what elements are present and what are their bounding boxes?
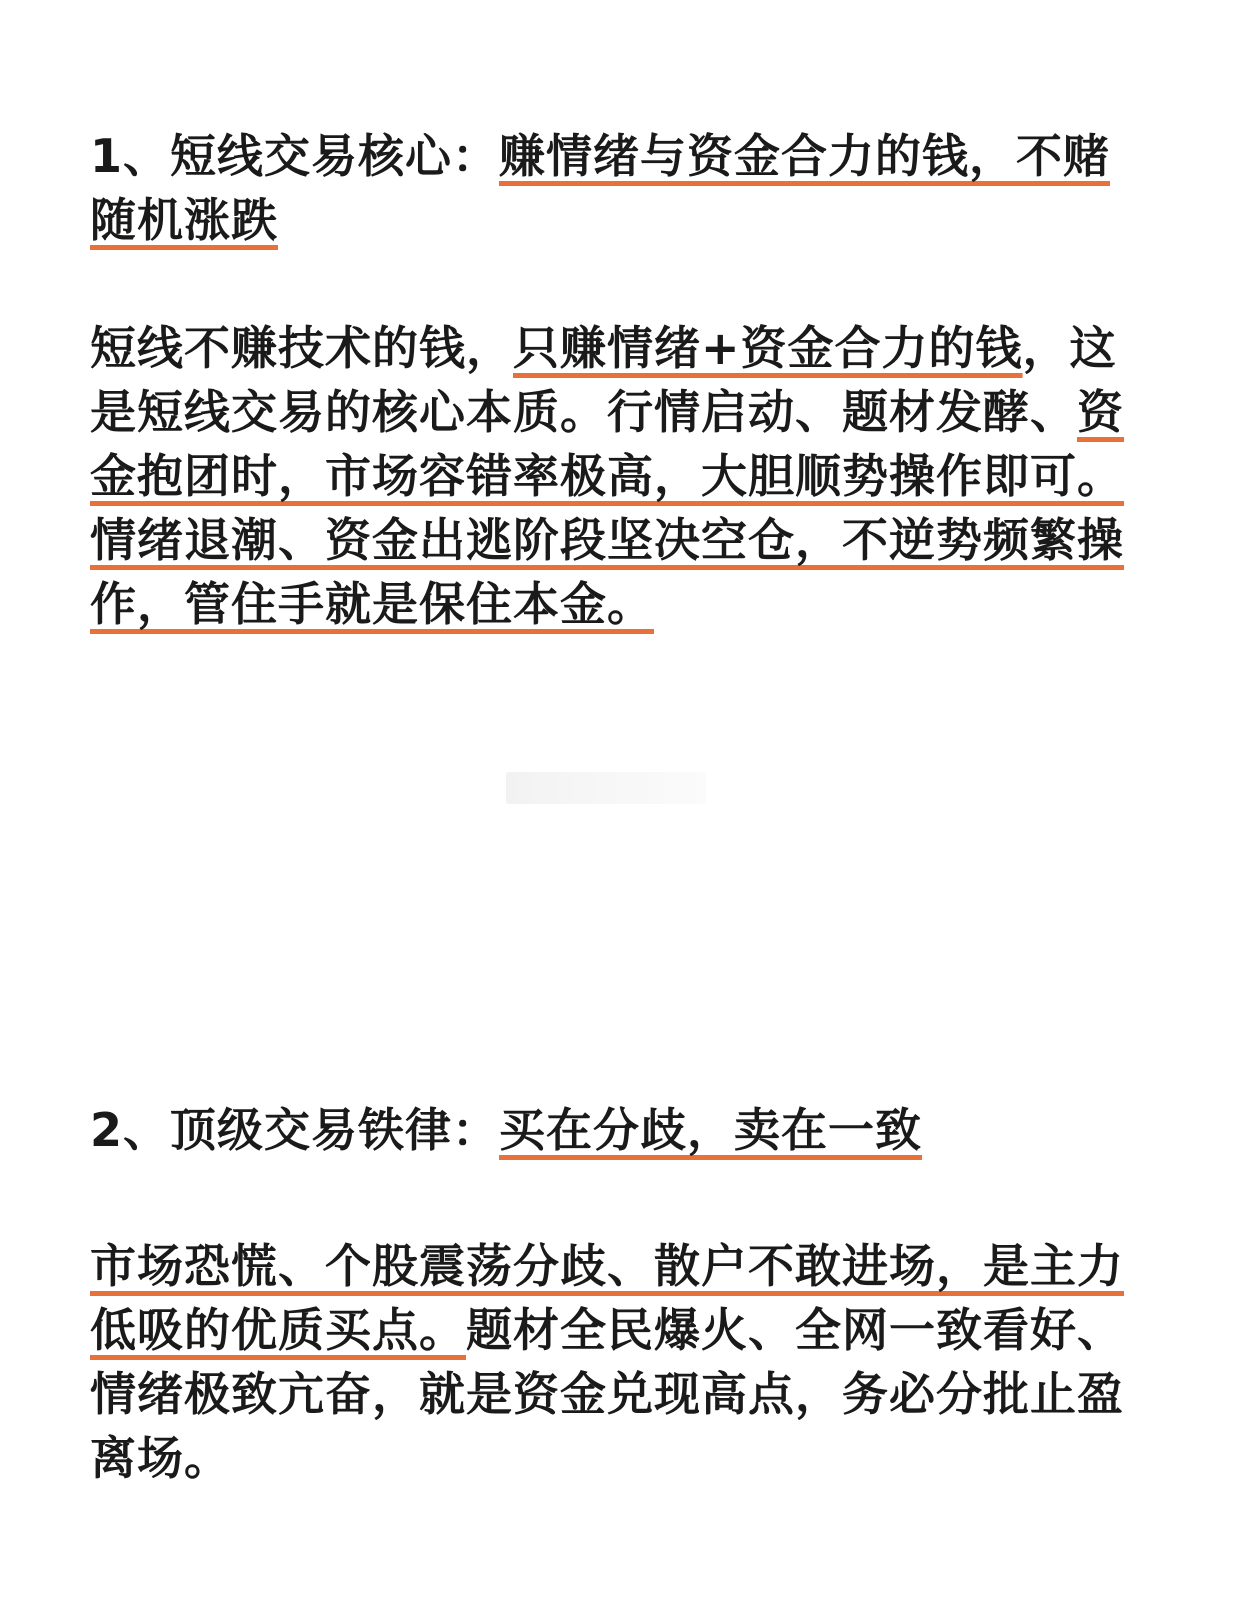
image-placeholder	[506, 772, 706, 804]
section1-text-a: 短线不赚技术的钱，	[90, 321, 513, 375]
section2-highlight-1: 市场恐慌、个股震荡分歧、散户不敢进场，是主力低吸的优质买点。	[90, 1239, 1124, 1357]
section1-heading	[90, 124, 1150, 252]
section1-heading-highlight: 赚情绪与资金合力的钱，不赌随机涨跌	[90, 129, 1111, 247]
section1-text-b: ，这是短线交易的核心本质。行情启动、题材发酵、	[90, 321, 1117, 439]
section2-paragraph	[90, 1234, 1150, 1490]
section2-text-b: 题材全民爆火、全网一致看好、情绪极致亢奋，就是资金兑现高点，务必分批止盈离场。	[90, 1303, 1124, 1485]
section2-heading	[90, 1098, 1150, 1162]
section1-highlight-1: 只赚情绪+资金合力的钱	[513, 321, 1023, 375]
section2-heading-prefix: 2、顶级交易铁律：	[90, 1103, 500, 1157]
section1-highlight-2: 资金抱团时，市场容错率极高，大胆顺势操作即可。情绪退潮、资金出逃阶段坚决空仓，不逆势频繁操作，管住手就是保住本金。	[90, 385, 1124, 631]
section1-heading-prefix: 1、短线交易核心：	[90, 129, 500, 183]
section1-paragraph	[90, 316, 1150, 636]
section2-heading-highlight: 买在分歧，卖在一致	[499, 1103, 923, 1157]
